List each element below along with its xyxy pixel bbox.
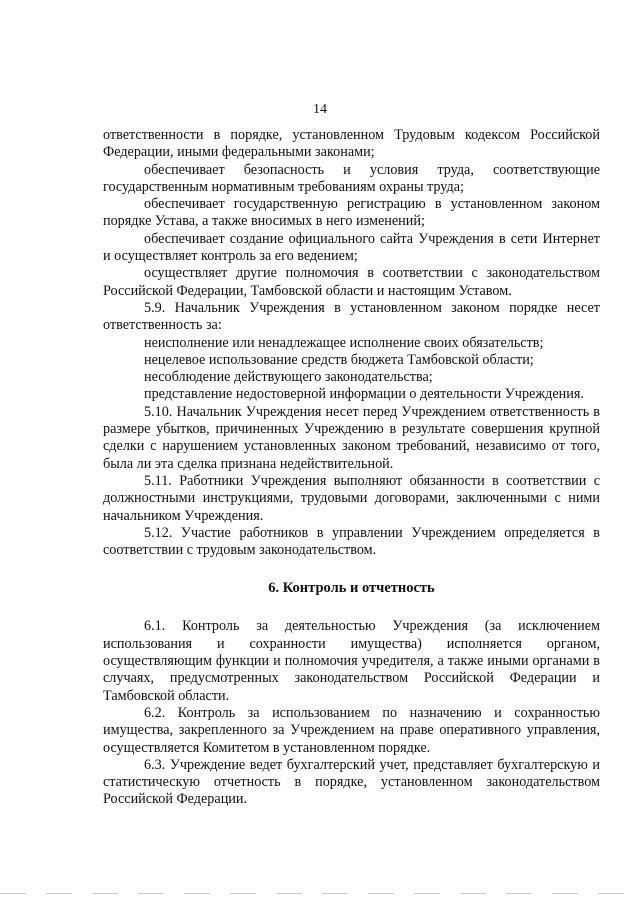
paragraph: ответственности в порядке, установленном Трудовым кодексом Российской Федерации, иными федеральными законами; <box>103 127 600 161</box>
paragraph: несоблюдение действующего законодательства; <box>144 369 433 386</box>
paragraph: 5.9. Начальник Учреждения в установленном законом порядке несет ответственность за: <box>103 299 600 334</box>
paragraph: 6.1. Контроль за деятельностью Учреждения (за исключением использования и сохранности имущества) исполняется органом, осуществляющим функции и полномочия учредителя, а также иными органами в случаях, предусмотренных законодательством Российской Федерации и Тамбовской области. <box>103 618 600 704</box>
paragraph: 5.12. Участие работников в управлении Учреждением определяется в соответствии с трудовым законодательством. <box>103 524 600 559</box>
document-body <box>103 127 600 809</box>
paragraph: представление недостоверной информации о деятельности Учреждения. <box>144 386 584 403</box>
paragraph: неисполнение или ненадлежащее исполнение своих обязательств; <box>144 334 544 351</box>
paragraph: нецелевое использование средств бюджета Тамбовской области; <box>144 351 534 368</box>
paragraph: обеспечивает государственную регистрацию в установленном законом порядке Устава, а также вносимых в него изменений; <box>103 196 600 230</box>
page-number: 14 <box>313 102 327 117</box>
section-heading: 6. Контроль и отчетность <box>268 580 435 597</box>
paragraph: 6.3. Учреждение ведет бухгалтерский учет, представляет бухгалтерскую и статистическую отчетность в порядке, установленном законодательством Российской Федерации. <box>103 756 600 808</box>
paragraph: осуществляет другие полномочия в соответствии с законодательством Российской Федерации, Тамбовской области и настоящим Уставом. <box>103 265 600 299</box>
paragraph: обеспечивает создание официального сайта Учреждения в сети Интернет и осуществляет контроль за его ведением; <box>103 230 600 265</box>
scan-edge-divider <box>0 893 640 894</box>
paragraph: обеспечивает безопасность и условия труда, соответствующие государственным нормативным требованиям охраны труда; <box>103 161 600 195</box>
paragraph: 5.10. Начальник Учреждения несет перед Учреждением ответственность в размере убытков, причиненных Учреждению в результате совершения крупной сделки с нарушением установленных законом требований, независимо от того, была ли эта сделка признана недействительной. <box>103 403 600 472</box>
paragraph: 5.11. Работники Учреждения выполняют обязанности в соответствии с должностными инструкциями, трудовыми договорами, заключенными с ними начальником Учреждения. <box>103 472 600 524</box>
paragraph: 6.2. Контроль за использованием по назначению и сохранностью имущества, закрепленного за Учреждением на праве оперативного управления, осуществляется Комитетом в установленном порядке. <box>103 704 600 756</box>
